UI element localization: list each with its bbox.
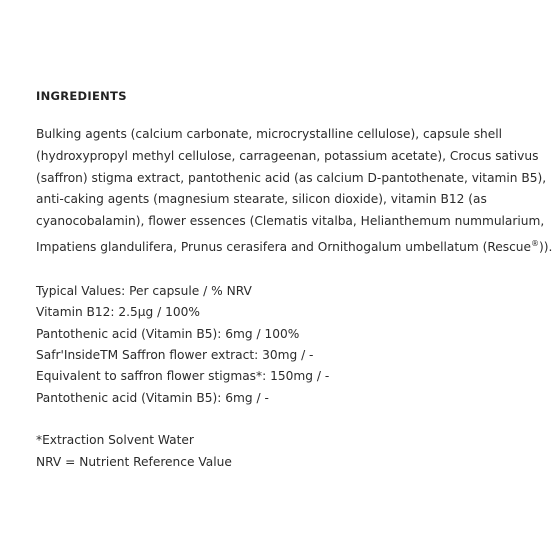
- ingredients-line: cyanocobalamin), flower essences (Clematis vitalba, Helianthemum nummularium,: [36, 214, 545, 229]
- value-row-saffron-extract: Safr'InsideTM Saffron flower extract: 30mg / -: [36, 348, 314, 362]
- value-row-pantothenic-acid-2: Pantothenic acid (Vitamin B5): 6mg / -: [36, 390, 269, 405]
- typical-values: [36, 281, 536, 409]
- ingredients-line: (saffron) stigma extract, pantothenic acid (as calcium D-pantothenate, vitamin B5),: [36, 170, 547, 185]
- typical-values-header: Typical Values: Per capsule / % NRV: [36, 283, 252, 298]
- footnote-extraction-solvent: *Extraction Solvent Water: [36, 433, 194, 448]
- ingredients-panel: [36, 88, 552, 473]
- value-row-saffron-stigmas: Equivalent to saffron flower stigmas*: 150mg / -: [36, 369, 330, 384]
- ingredients-line-last: [36, 233, 552, 259]
- ingredients-line-last-end: )).: [539, 239, 552, 254]
- value-row-vitamin-b12: Vitamin B12: 2.5µg / 100%: [36, 305, 200, 320]
- ingredients-text: [36, 124, 552, 259]
- footnotes: [36, 430, 536, 473]
- footnote-nrv: NRV = Nutrient Reference Value: [36, 454, 232, 469]
- value-row-pantothenic-acid: Pantothenic acid (Vitamin B5): 6mg / 100%: [36, 326, 300, 341]
- ingredients-line-last-text: Impatiens glandulifera, Prunus cerasifera and Ornithogalum umbellatum (Rescue: [36, 239, 532, 254]
- ingredients-heading: INGREDIENTS: [36, 89, 127, 103]
- ingredients-line: anti-caking agents (magnesium stearate, silicon dioxide), vitamin B12 (as: [36, 192, 487, 207]
- registered-mark: ®: [531, 238, 540, 248]
- ingredients-line: (hydroxypropyl methyl cellulose, carrageenan, potassium acetate), Crocus sativus: [36, 148, 539, 163]
- ingredients-line: Bulking agents (calcium carbonate, microcrystalline cellulose), capsule shell: [36, 127, 503, 141]
